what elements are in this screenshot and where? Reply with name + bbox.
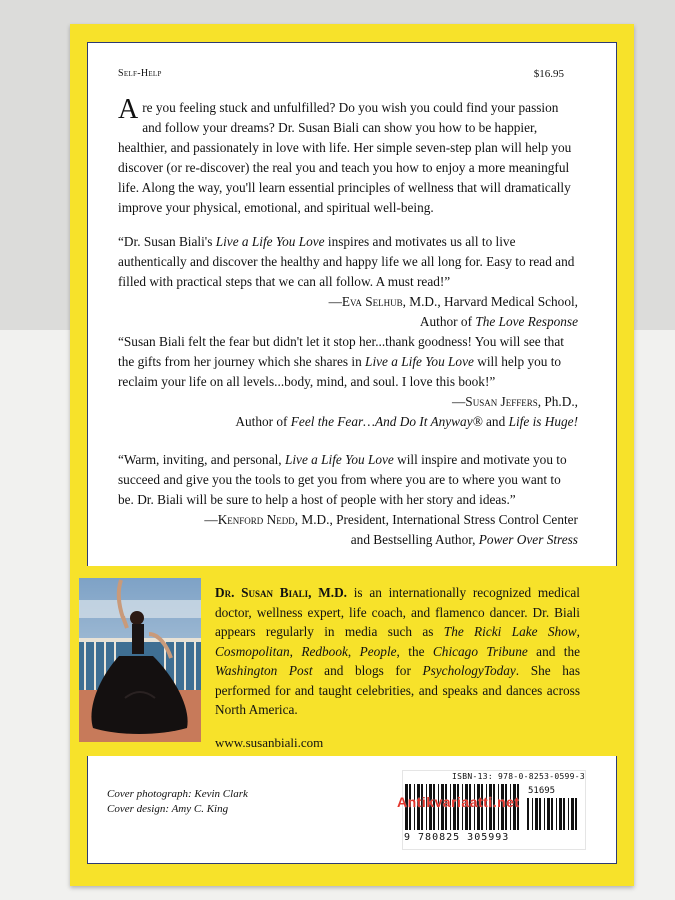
quote-author: —Susan Jeffers bbox=[452, 394, 538, 409]
bio-text: , bbox=[347, 643, 360, 659]
barcode-addon-digits: 51695 bbox=[528, 786, 556, 796]
media-title: People bbox=[359, 643, 397, 659]
book-title: Live a Life You Love bbox=[365, 354, 474, 369]
isbn-number: ISBN-13: 978-0-8253-0599-3 bbox=[452, 772, 586, 781]
attr-text: and bbox=[482, 414, 509, 429]
testimonial-attribution bbox=[118, 510, 578, 530]
credit-label: Cover design bbox=[107, 803, 166, 815]
media-title: PsychologyToday bbox=[422, 663, 516, 678]
quote-text: “Susan Biali felt the fear but didn't let it stop her...thank goodness! You will see that the gifts from her journey which she shares in bbox=[118, 334, 564, 369]
media-title: Washington Post bbox=[215, 663, 313, 678]
watermark: Antikvariaatti.net bbox=[397, 794, 520, 810]
barcode-bar bbox=[571, 798, 574, 830]
testimonial-3 bbox=[118, 450, 578, 550]
testimonial-attribution-line2 bbox=[118, 412, 578, 432]
barcode-bar bbox=[551, 798, 553, 830]
barcode-bar bbox=[532, 798, 533, 830]
media-title: Cosmopolitan bbox=[215, 643, 290, 659]
photo-credit bbox=[107, 787, 248, 802]
testimonial-body bbox=[118, 232, 578, 292]
quote-credentials: , M.D., President, International Stress Control Center bbox=[294, 512, 578, 527]
author-website: www.susanbiali.com bbox=[215, 735, 324, 750]
bio-text: . She has performed for and taught celebrities, and speaks and dances across North America. bbox=[215, 663, 580, 717]
cover-credits bbox=[107, 787, 248, 817]
credit-label: Cover photograph bbox=[107, 788, 188, 800]
book-title: Live a Life You Love bbox=[284, 452, 394, 467]
barcode-bar bbox=[559, 798, 562, 830]
barcode-bar bbox=[544, 798, 545, 830]
attr-text: Author of bbox=[419, 314, 476, 329]
category-label: Self-Help bbox=[118, 68, 162, 79]
testimonial-1 bbox=[118, 232, 578, 332]
barcode-bar bbox=[568, 798, 569, 830]
bio-text: and blogs for bbox=[312, 663, 423, 678]
barcode-bar bbox=[556, 798, 557, 830]
intro-paragraph bbox=[118, 94, 578, 218]
drop-cap: A bbox=[118, 94, 139, 125]
barcode-bar bbox=[527, 798, 529, 830]
bio-text: and the bbox=[527, 643, 581, 659]
author-book-title: Feel the Fear…And Do It Anyway® bbox=[290, 414, 483, 429]
quote-author: —Eva Selhub bbox=[328, 294, 403, 309]
bio-text: is an internationally recognized medical doctor, wellness expert, life coach, and flamenco dancer. Dr. Biali appears regularly in media such as bbox=[215, 585, 580, 639]
barcode-bar bbox=[575, 798, 577, 830]
author-book-title: Life is Huge! bbox=[508, 414, 578, 429]
intro-text: re you feeling stuck and unfulfilled? Do you wish you could find your passion and follow your dreams? Dr. Susan Biali can show you how to be happier, healthier, and passionately in love with life. Her simple seven-step plan will help you discover (or re-discover) the real you and teach you how to enjoy a more meaningful life. Along the way, you'll learn essential principles of wellness that will dramatically improve your physical, emotional, and spiritual well-being. bbox=[118, 100, 572, 215]
quote-author: —Kenford Nedd bbox=[204, 512, 295, 527]
barcode-bar bbox=[563, 798, 565, 830]
barcode-bar bbox=[547, 798, 550, 830]
price-label: $16.95 bbox=[533, 68, 564, 80]
barcode-bar bbox=[539, 798, 541, 830]
author-name: Dr. Susan Biali, M.D. bbox=[215, 585, 347, 600]
book-title: Live a Life You Love bbox=[215, 234, 325, 249]
bio-text: , bbox=[289, 643, 302, 659]
quote-text: “Warm, inviting, and personal, bbox=[118, 452, 285, 467]
credit-name: : Kevin Clark bbox=[187, 788, 248, 800]
media-title: Redbook bbox=[301, 643, 348, 659]
barcode-bar bbox=[535, 798, 538, 830]
testimonial-body bbox=[118, 450, 578, 510]
quote-text: will help you to reclaim your life on all levels...body, mind, and soul. I love this book!” bbox=[118, 354, 562, 389]
barcode-addon-bars bbox=[526, 798, 582, 830]
author-bio bbox=[215, 583, 580, 720]
quote-text: “Dr. Susan Biali's bbox=[118, 234, 216, 249]
testimonial-attribution bbox=[118, 392, 578, 412]
testimonial-attribution-line2 bbox=[118, 530, 578, 550]
bio-text: , the bbox=[396, 643, 433, 659]
attr-text: Author of bbox=[235, 414, 291, 429]
media-title: The Ricki Lake Show bbox=[443, 624, 577, 639]
bio-text: , bbox=[576, 624, 580, 639]
attr-text: and Bestselling Author, bbox=[350, 532, 479, 547]
quote-credentials: , M.D., Harvard Medical School, bbox=[402, 294, 578, 309]
credit-name: : Amy C. King bbox=[165, 803, 229, 815]
testimonial-attribution-line2 bbox=[118, 312, 578, 332]
flamenco-dancer-image bbox=[79, 578, 201, 742]
testimonial-attribution bbox=[118, 292, 578, 312]
quote-text: inspires and motivates us all to live authentically and discover the healthy and happy life we all long for. Easy to read and filled with practical steps that we can all follow. A must read!” bbox=[118, 234, 575, 289]
author-photo bbox=[79, 578, 201, 742]
author-book-title: Power Over Stress bbox=[478, 532, 578, 547]
design-credit bbox=[107, 802, 248, 817]
quote-credentials: , Ph.D., bbox=[537, 394, 578, 409]
quote-text: will inspire and motivate you to succeed and give you the tools to get you from where you are to where you want to be. Dr. Biali will be sure to help a host of people with her story and ideas.” bbox=[118, 452, 567, 507]
testimonial-body bbox=[118, 332, 578, 392]
author-book-title: The Love Response bbox=[475, 314, 578, 329]
media-title: Chicago Tribune bbox=[432, 643, 528, 659]
ean-digits: 9 780825 305993 bbox=[404, 832, 510, 843]
testimonial-2 bbox=[118, 332, 578, 432]
